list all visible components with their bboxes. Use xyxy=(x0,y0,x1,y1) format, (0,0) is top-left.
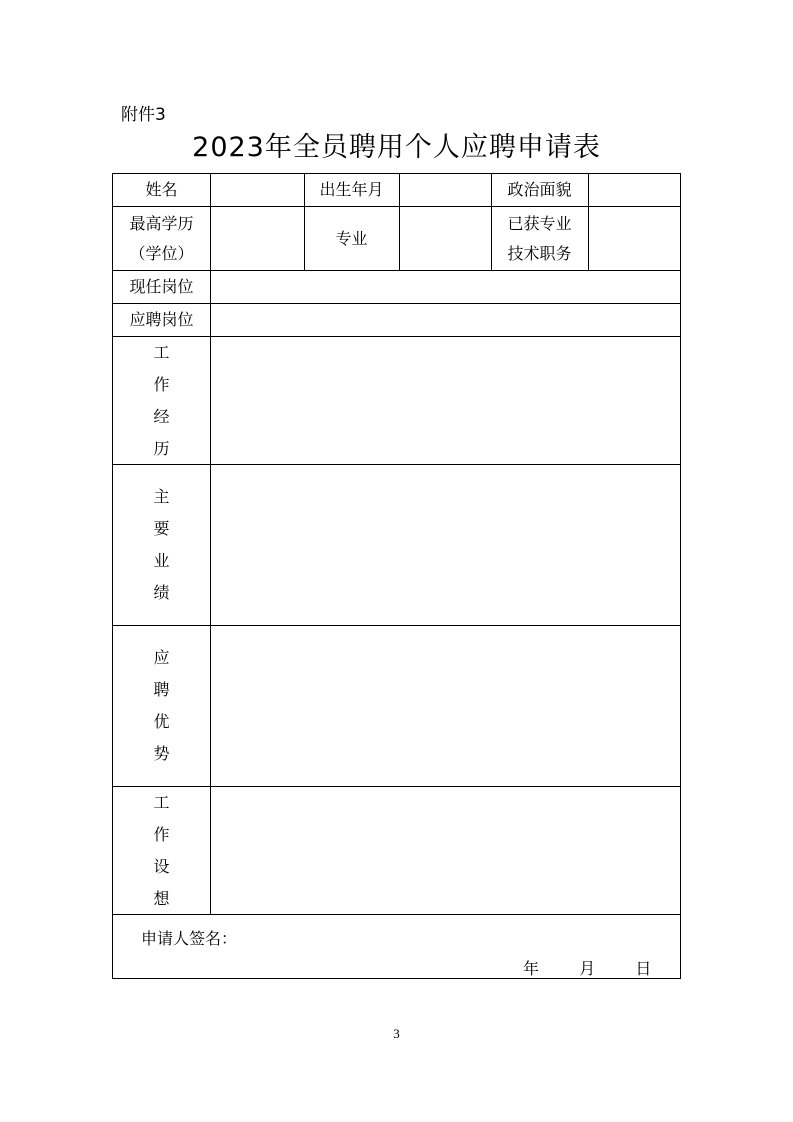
work-experience-label xyxy=(113,337,210,464)
work-plan-field[interactable] xyxy=(211,787,680,914)
application-advantages-label xyxy=(113,626,210,786)
major-field[interactable] xyxy=(400,207,491,270)
work-experience-char: 历 xyxy=(153,438,170,458)
application-advantages-field[interactable] xyxy=(211,626,680,786)
professional-title-field[interactable] xyxy=(589,207,680,270)
advantages-char: 优 xyxy=(153,712,170,731)
applicant-signature-label: 申请人签名： xyxy=(141,929,238,948)
work-plan-char: 设 xyxy=(153,856,170,876)
achievements-char: 主 xyxy=(153,487,170,506)
work-plan-char: 工 xyxy=(153,792,170,812)
advantages-char: 聘 xyxy=(153,680,170,699)
professional-title-label xyxy=(491,207,588,270)
political-status-label: 政治面貌 xyxy=(507,180,572,199)
name-label: 姓名 xyxy=(145,180,178,199)
advantages-char: 应 xyxy=(153,648,170,667)
applied-post-label: 应聘岗位 xyxy=(129,310,194,329)
current-post-label: 现任岗位 xyxy=(129,277,194,296)
date-month-label: 月 xyxy=(579,959,596,978)
birth-date-field[interactable] xyxy=(400,174,491,206)
birth-date-label: 出生年月 xyxy=(319,180,384,199)
work-plan-char: 想 xyxy=(153,888,170,908)
professional-title-label-line1: 已获专业 xyxy=(507,213,572,233)
highest-education-label xyxy=(113,207,210,270)
row-divider xyxy=(113,914,680,915)
achievements-field[interactable] xyxy=(211,465,680,625)
work-experience-char: 经 xyxy=(153,406,170,426)
signature-date xyxy=(523,956,651,979)
political-status-field[interactable] xyxy=(589,174,680,206)
work-experience-char: 工 xyxy=(153,342,170,362)
highest-education-label-line2: （学位） xyxy=(129,243,194,263)
work-experience-char: 作 xyxy=(153,374,170,394)
highest-education-label-line1: 最高学历 xyxy=(129,213,194,233)
work-plan-label xyxy=(113,787,210,914)
current-post-field[interactable] xyxy=(211,271,680,303)
achievements-label xyxy=(113,465,210,625)
professional-title-label-line2: 技术职务 xyxy=(507,243,572,263)
major-label: 专业 xyxy=(335,228,368,248)
work-plan-char: 作 xyxy=(153,824,170,844)
work-experience-field[interactable] xyxy=(211,337,680,464)
name-field[interactable] xyxy=(211,174,304,206)
advantages-char: 势 xyxy=(153,744,170,763)
applied-post-field[interactable] xyxy=(211,304,680,336)
page-number: 3 xyxy=(393,1026,400,1041)
date-year-label: 年 xyxy=(523,959,540,978)
achievements-char: 绩 xyxy=(153,583,170,602)
highest-education-field[interactable] xyxy=(211,207,304,270)
achievements-char: 业 xyxy=(153,551,170,570)
form-title: 2023年全员聘用个人应聘申请表 xyxy=(192,132,601,163)
date-day-label: 日 xyxy=(635,959,652,978)
attachment-label: 附件3 xyxy=(121,105,166,125)
achievements-char: 要 xyxy=(153,519,170,538)
application-form-table xyxy=(112,173,681,979)
